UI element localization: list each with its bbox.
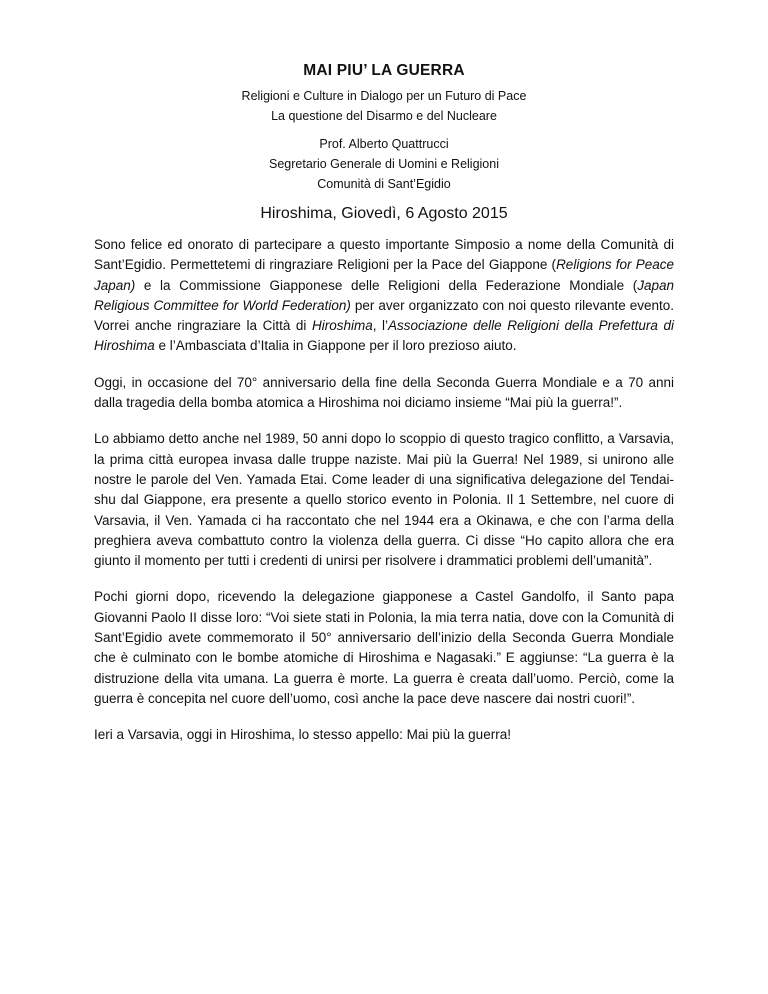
- author-block: [94, 134, 674, 194]
- paragraph-1-text-e: e l’Ambasciata d’Italia in Giappone per il loro prezioso aiuto.: [154, 338, 517, 354]
- paragraph-1-text-b: e la Commissione Giapponese delle Religioni della Federazione Mondiale (: [135, 277, 638, 293]
- paragraph-1-italic-a: Religions for Peace Japan): [94, 257, 674, 293]
- paragraph-1-italic-d: Associazione delle Religioni della Prefettura di Hiroshima: [94, 318, 674, 354]
- document-title: MAI PIU’ LA GUERRA: [303, 62, 465, 79]
- paragraph-1-text-a: Sono felice ed onorato di partecipare a questo importante Simposio a nome della Comunità di Sant’Egidio. Permettetemi di ringraziare Religioni per la Pace del Giappone (: [94, 237, 674, 273]
- paragraph-2: Oggi, in occasione del 70° anniversario della fine della Seconda Guerra Mondiale e a 70 anni dalla tragedia della bomba atomica a Hiroshima noi diciamo insieme “Mai più la guerra!”.: [94, 374, 674, 411]
- author-name: Prof. Alberto Quattrucci: [319, 137, 449, 151]
- paragraph-1-text-d: , l’: [372, 318, 389, 334]
- author-role: Segretario Generale di Uomini e Religioni: [269, 157, 499, 171]
- subtitle-line-2: La questione del Disarmo e del Nucleare: [271, 109, 497, 123]
- paragraph-1: [94, 235, 674, 357]
- paragraph-1-italic-b: Japan Religious Committee for World Federation): [94, 277, 674, 313]
- paragraph-1-italic-c: Hiroshima: [311, 318, 373, 334]
- paragraph-3: Lo abbiamo detto anche nel 1989, 50 anni dopo lo scoppio di questo tragico conflitto, a Varsavia, la prima città europea invasa dalle truppe naziste. Mai più la Guerra! Nel 1989, si unirono alle nostre le parole del Ven. Yamada Etai. Come leader di una significativa delegazione del Tendai-shu dal Giappone, era presente a quello storico evento in Polonia. Il 1 Settembre, nel cuore di Varsavia, il Ven. Yamada ci ha raccontato che nel 1944 era a Okinawa, e che con l’arma della preghiera aveva combattuto contro la violenza della guerra. Ci disse “Ho capito allora che era giunto il momento per tutti i credenti di unirsi per risolvere i drammatici problemi dell’umanità”.: [94, 431, 674, 569]
- dateline: Hiroshima, Giovedì, 6 Agosto 2015: [260, 205, 508, 222]
- document-header: [94, 62, 674, 223]
- paragraph-5: Ieri a Varsavia, oggi in Hiroshima, lo stesso appello: Mai più la guerra!: [94, 727, 511, 743]
- author-organization: Comunità di Sant’Egidio: [317, 177, 451, 191]
- paragraph-4: Pochi giorni dopo, ricevendo la delegazione giapponese a Castel Gandolfo, il Santo papa Giovanni Paolo II disse loro: “Voi siete stati in Polonia, la mia terra natia, dove con la Comunità di Sant’Egidio avete commemorato il 50° anniversario dell’inizio della Seconda Guerra Mondiale che è culminato con le bombe atomiche di Hiroshima e Nagasaki.” E aggiunse: “La guerra è la distruzione della vita umana. La guerra è morte. La guerra è creata dall’uomo. Perciò, come la guerra è concepita nel cuore dell’uomo, così anche la pace deve nascere dai nostri cuori!”.: [94, 589, 674, 706]
- subtitle-line-1: Religioni e Culture in Dialogo per un Futuro di Pace: [241, 89, 527, 103]
- paragraph-1-text-c: per aver organizzato con noi questo rilevante evento. Vorrei anche ringraziare la Città di: [94, 297, 674, 334]
- document-body: [94, 235, 674, 746]
